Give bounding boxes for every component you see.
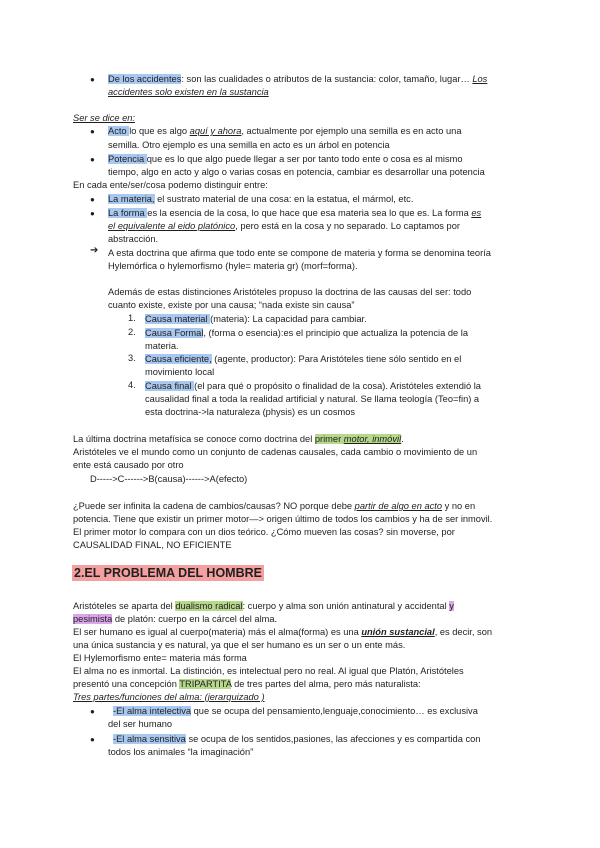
highlight-term: -El alma sensitiva	[113, 734, 186, 744]
underlined-text: es	[471, 208, 482, 218]
highlight-term: dualismo radical	[175, 601, 243, 611]
highlight-term: La materia,	[108, 194, 155, 204]
text: que es lo que algo puede llegar a ser por tanto todo ente o cosa es al mismo	[146, 154, 463, 164]
paragraph-line: semilla. Otro ejemplo es una semilla en acto es un árbol en potencia	[108, 140, 390, 150]
text: , (forma o esencia):es el principio que actualiza la potencia de la	[203, 328, 468, 338]
paragraph-line	[108, 73, 487, 85]
text: , es decir, son	[434, 627, 493, 637]
paragraph-line: del ser humano	[108, 719, 173, 729]
text: : cuerpo y alma son unión antinatural y accidental	[242, 601, 450, 611]
paragraph-line	[108, 193, 413, 205]
paragraph-line: Aristóteles ve el mundo como un conjunto de cadenas causales, cada cambio o movimiento de un	[73, 447, 478, 457]
list-item	[145, 327, 468, 339]
bullet-icon: ●	[90, 127, 95, 136]
underlined-text: el equivalente al eido platónico	[108, 221, 236, 231]
highlight-term	[315, 434, 401, 444]
paragraph-line: El primer motor lo compara con un dios teórico. ¿Cómo mueven las cosas? sin moverse, por	[73, 527, 455, 537]
underlined-text: aquí y ahora	[189, 126, 242, 136]
paragraph-line	[73, 433, 404, 445]
list-item	[145, 380, 481, 392]
bullet-icon: ●	[90, 209, 95, 218]
text: (el para qué o propósito o finalidad de la cosa). Aristóteles extendió la	[194, 381, 481, 391]
paragraph-line: potencia. Tiene que existir un primer motor—> origen último de todos los cambios y ha de ser inmovil.	[73, 514, 493, 524]
arrow-icon: ➔	[90, 245, 99, 256]
paragraph-line	[108, 125, 462, 137]
paragraph-line	[108, 153, 463, 165]
highlight-term: TRIPARTITA	[179, 679, 232, 689]
underlined-text: unión sustancial	[361, 627, 435, 637]
paragraph-line	[73, 500, 475, 512]
paragraph-line: El alma no es inmortal. La distinción, es intelectual pero no real. Al igual que Platón, Aristóteles	[73, 666, 464, 676]
highlight-term: -El alma intelectiva	[113, 706, 192, 716]
paragraph-line: abstracción.	[108, 234, 159, 244]
bullet-icon: ●	[90, 707, 95, 716]
text: , actualmente por ejemplo una semilla es en acto una	[241, 126, 462, 136]
highlight-term: pesimista	[73, 614, 113, 624]
text: : son las cualidades o atributos de la sustancia: color, tamaño, lugar…	[181, 74, 473, 84]
paragraph-line: Además de estas distinciones Aristóteles propuso la doctrina de las causas del ser: todo	[108, 287, 472, 297]
list-number: 1.	[128, 313, 136, 323]
underlined-text: accidentes solo existen en la sustancia	[108, 87, 269, 97]
underlined-text: Los	[472, 74, 488, 84]
subheading: Ser se dice en:	[73, 113, 136, 123]
text: (agente, productor): Para Aristóteles tiene sólo sentido en el	[211, 354, 462, 364]
list-item	[145, 353, 461, 365]
text: lo que es algo	[129, 126, 190, 136]
paragraph-line: En cada ente/ser/cosa podemo distinguir entre:	[73, 180, 268, 190]
paragraph-line: todos los animales “la imaginación”	[108, 747, 254, 757]
underlined-text: motor, inmóvil	[343, 434, 402, 444]
paragraph-line	[108, 86, 269, 98]
list-item: materia.	[145, 341, 179, 351]
paragraph-line: una única sustancia y es natural, ya que el ser humano es un ser o un ente más.	[73, 640, 406, 650]
text: ¿Puede ser infinita la cadena de cambios/causas? NO porque debe	[73, 501, 355, 511]
highlight-term: Causa final	[145, 381, 195, 391]
paragraph-line	[73, 600, 454, 612]
list-item: movimiento local	[145, 367, 215, 377]
paragraph-line	[73, 678, 421, 690]
paragraph-line	[108, 220, 460, 232]
text: que se ocupa del pensamiento,lenguaje,conocimiento… es exclusiva	[191, 706, 478, 716]
highlight-term: Causa Formal	[145, 328, 204, 338]
highlight-term: La forma	[108, 208, 148, 218]
list-number: 4.	[128, 380, 136, 390]
paragraph-line: Hylemórfica o hylemorfismo (hyle= materia gr) (morf=forma).	[108, 261, 358, 271]
paragraph-line: cuanto existe, existe por una causa; “nada existe sin causa”	[108, 300, 355, 310]
paragraph-line	[108, 207, 481, 219]
section-heading: 2.EL PROBLEMA DEL HOMBRE	[74, 566, 262, 580]
highlight-term: Acto	[108, 126, 130, 136]
paragraph-line: CAUSALIDAD FINAL, NO EFICIENTE	[73, 540, 232, 550]
text: El ser humano es igual al cuerpo(materia) más el alma(forma) es una	[73, 627, 362, 637]
text: , pero está en la cosa y no separado. Lo captamos por	[235, 221, 460, 231]
bullet-icon: ●	[90, 75, 95, 84]
highlight-term: De los accidentes	[108, 74, 182, 84]
highlight-term: y	[449, 601, 454, 611]
bullet-icon: ●	[90, 735, 95, 744]
list-item: esta doctrina->la naturaleza (physis) es un cosmos	[145, 407, 356, 417]
paragraph-line: El Hylemorfismo ente= materia más forma	[73, 653, 247, 663]
paragraph-line: ente está causado por otro	[73, 460, 184, 470]
text: .	[401, 434, 404, 444]
highlight-term: Causa eficiente,	[145, 354, 212, 364]
text: de platón: cuerpo en la cárcel del alma.	[112, 614, 278, 624]
paragraph-line: A esta doctrina que afirma que todo ente se compone de materia y forma se denomina teoría	[108, 248, 491, 258]
text: de tres partes del alma, pero más naturalista:	[231, 679, 421, 689]
paragraph-line	[73, 613, 277, 625]
text: presentó una concepción	[73, 679, 180, 689]
text: primer	[314, 434, 344, 444]
paragraph-line: tiempo, algo en acto y algo o varias cosas en potencia, cambiar es desarrollar una potencia	[108, 167, 485, 177]
causal-chain: D----->C------>B(causa)------>A(efecto)	[90, 474, 248, 484]
bullet-icon: ●	[90, 195, 95, 204]
paragraph-line	[113, 705, 478, 717]
bullet-icon: ●	[90, 155, 95, 164]
text: La última doctrina metafísica se conoce como doctrina del	[73, 434, 315, 444]
text: y no en	[442, 501, 476, 511]
paragraph-line	[113, 733, 480, 745]
text: el sustrato material de una cosa: en la estatua, el mármol, etc.	[154, 194, 414, 204]
text: (materia): La capacidad para cambiar.	[210, 314, 367, 324]
underlined-text: partir de algo en acto	[354, 501, 443, 511]
highlight-term: Causa material	[145, 314, 211, 324]
list-number: 2.	[128, 327, 136, 337]
list-item	[145, 313, 367, 325]
text: se ocupa de los sentidos,pasiones, las afecciones y es compartida con	[185, 734, 481, 744]
paragraph-line	[73, 626, 492, 638]
text: es la esencia de la cosa, lo que hace que esa materia sea lo que es. La forma	[147, 208, 472, 218]
highlight-term: Potencia	[108, 154, 147, 164]
text: Aristóteles se aparta del	[73, 601, 176, 611]
subheading: Tres partes/funciones del alma: (jerarquizado )	[73, 692, 265, 702]
list-item: causalidad final a toda la realidad artificial y natural. Se llama teología (Teo=fin) a	[145, 394, 480, 404]
list-number: 3.	[128, 353, 136, 363]
